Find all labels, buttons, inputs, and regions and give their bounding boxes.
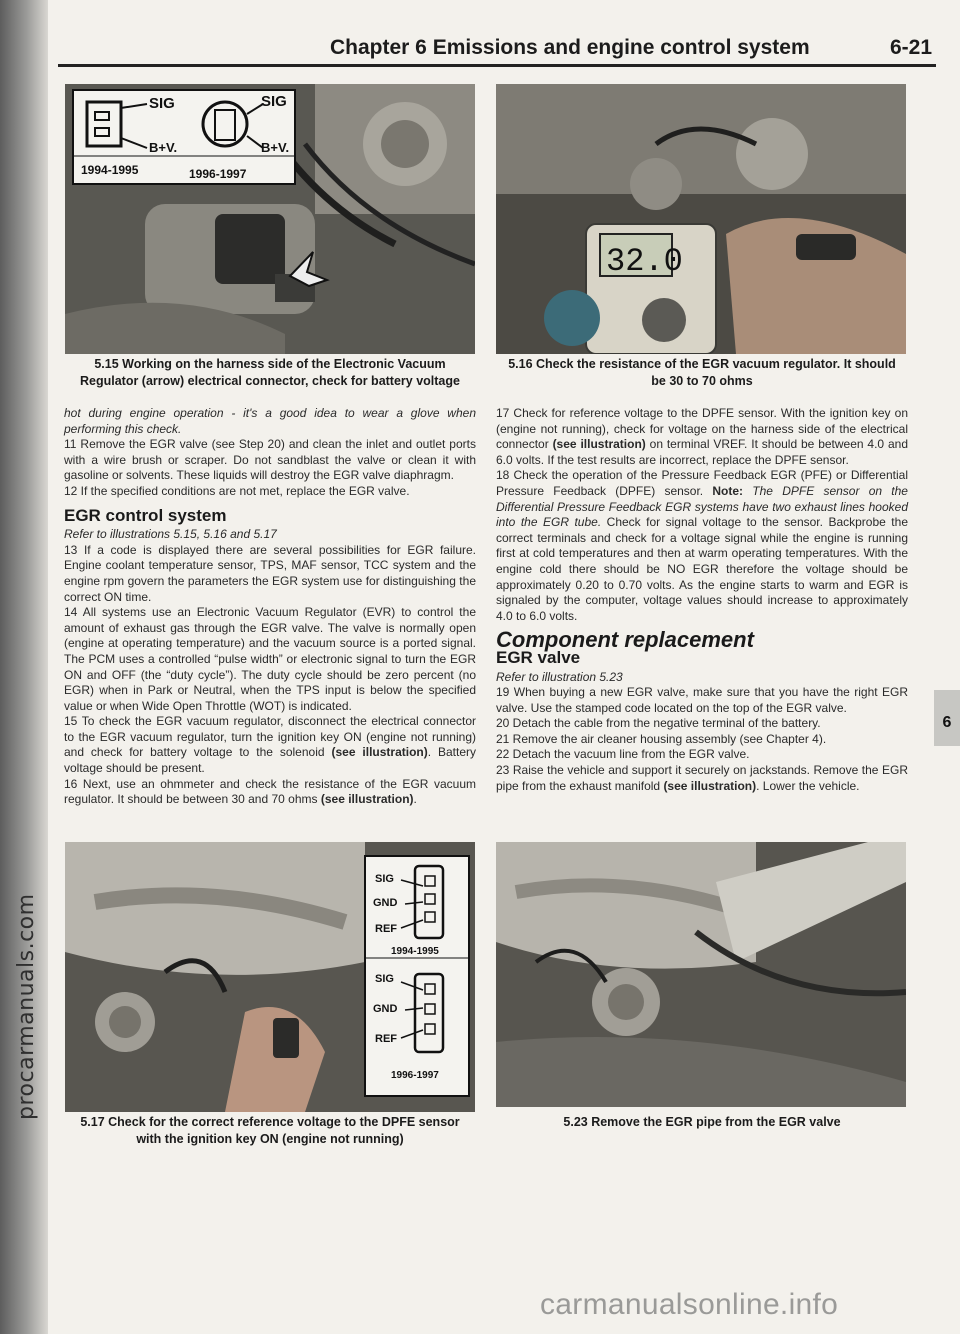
subsection-heading-egr-valve: EGR valve xyxy=(496,647,581,667)
inset-label-gnd-2: GND xyxy=(373,1003,398,1015)
inset-label-year-1: 1994-1995 xyxy=(391,946,439,957)
inset-label-bv-b: B+V. xyxy=(261,140,290,155)
caption-line: 5.17 Check for the correct reference voltage to the DPFE sensor xyxy=(80,1115,460,1129)
side-watermark: procarmanuals.com xyxy=(14,893,39,1120)
header-rule xyxy=(58,64,936,67)
figure-5-23-caption: 5.23 Remove the EGR pipe from the EGR valve xyxy=(563,1115,841,1129)
figure-5-16-caption xyxy=(490,356,914,390)
meter-reading: 32.0 xyxy=(606,243,683,280)
caption-line: 5.15 Working on the harness side of the Electronic Vacuum xyxy=(94,357,446,371)
inset-label-ref-2: REF xyxy=(375,1033,397,1045)
inset-label-ref-1: REF xyxy=(375,923,397,935)
text-run: . Battery voltage should be present. xyxy=(64,745,476,776)
text-run: 18 Check the operation of the Pressure Feedback EGR (PFE) or Differential Pressure Feedback (DPFE) sensor. xyxy=(496,468,908,498)
text-run: . Lower the vehicle. xyxy=(756,778,860,793)
bottom-watermark: carmanualsonline.info xyxy=(540,1288,839,1321)
paragraph-17 xyxy=(496,406,908,468)
paragraph-11: 11 Remove the EGR valve (see Step 20) and clean the inlet and outlet ports with a wire brush or scraper. Do not sandblast the valve or clean it with gasoline or solvents. These liquids will destroy the EGR valve diaphragm. xyxy=(64,437,476,483)
inset-label-sig-2: SIG xyxy=(375,973,394,985)
note-text: The DPFE sensor on the Differential Pressure Feedback EGR systems have two exhaust lines hooked into the EGR tube. xyxy=(496,483,908,530)
paragraph-16 xyxy=(64,777,476,808)
inset-label-bv-a: B+V. xyxy=(149,140,178,155)
figure-5-17-caption xyxy=(60,1114,480,1148)
illustration-ref: (see illustration) xyxy=(663,778,757,793)
paragraph-22: 22 Detach the vacuum line from the EGR valve. xyxy=(496,747,750,762)
inset-label-year-b: 1996-1997 xyxy=(189,167,247,181)
paragraph-15 xyxy=(64,714,476,776)
inset-label-year-2: 1996-1997 xyxy=(391,1070,439,1081)
figure-5-17-photo xyxy=(65,842,475,1112)
text-run: 17 Check for reference voltage to the DPFE sensor. With the ignition key on (engine not running), check for voltage on the harness side of the electrical connector xyxy=(496,406,908,452)
text-run: Check for signal voltage to the sensor. Backprobe the correct terminals and check for a voltage signal while the engine is running first at cold temperatures and then at warm operating temperatures. With the engine cold there should be NO EGR therefore the voltage should be approximately 0.20 to 0.70 volts. As the engine starts to warm and EGR is signaled by the computer, voltage values should increase to approximately 4.0 to 6.0 volts. xyxy=(496,515,908,623)
illustration-ref: (see illustration) xyxy=(320,792,414,807)
inset-label-sig-1: SIG xyxy=(375,873,394,885)
paragraph-18 xyxy=(496,468,908,624)
text-run: on terminal VREF. It should be between 4.0 and 6.0 volts. If the test results are incorrect, replace the DPFE sensor. xyxy=(496,437,908,467)
figure-5-15-caption xyxy=(60,356,480,390)
figure-5-16-photo xyxy=(496,84,906,354)
text-run: 16 Next, use an ohmmeter and check the resistance of the EGR vacuum regulator. It should be between 30 and 70 ohms xyxy=(64,776,476,807)
illustration-ref: (see illustration) xyxy=(552,437,646,452)
left-text-column xyxy=(64,406,476,808)
page-number: 6-21 xyxy=(889,36,932,59)
refer-note: Refer to illustrations 5.15, 5.16 and 5.17 xyxy=(64,527,277,542)
text-run: 23 Raise the vehicle and support it securely on jackstands. Remove the EGR pipe from the exhaust manifold xyxy=(496,763,908,793)
refer-note: Refer to illustration 5.23 xyxy=(496,669,623,684)
inset-label-year-a: 1994-1995 xyxy=(81,163,139,177)
figure-5-23-photo xyxy=(496,842,906,1107)
paragraph-21: 21 Remove the air cleaner housing assembly (see Chapter 4). xyxy=(496,731,827,746)
right-text-column xyxy=(496,406,908,794)
paragraph-20: 20 Detach the cable from the negative terminal of the battery. xyxy=(496,716,821,731)
caption-line: 5.16 Check the resistance of the EGR vacuum regulator. It should xyxy=(508,357,896,371)
paragraph-intro: hot during engine operation - it's a good idea to wear a glove when performing this check. xyxy=(64,406,476,436)
section-heading-egr-control: EGR control system xyxy=(64,505,227,525)
inset-label-sig-a: SIG xyxy=(149,95,175,112)
chapter-tab-label: 6 xyxy=(942,714,952,731)
inset-label-gnd-1: GND xyxy=(373,897,398,909)
chapter-title: Chapter 6 Emissions and engine control system xyxy=(330,36,810,59)
illustration-ref: (see illustration) xyxy=(331,745,428,760)
text-run: . xyxy=(413,792,417,807)
note-label: Note: xyxy=(712,483,744,498)
manual-page xyxy=(52,0,960,1334)
caption-line: with the ignition key ON (engine not running) xyxy=(136,1132,404,1146)
chapter-thumb-tab xyxy=(934,690,960,746)
text-run: 15 To check the EGR vacuum regulator, disconnect the electrical connector to the EGR vacuum regulator, turn the ignition key ON (engine not running) and check for battery voltage to the solenoid xyxy=(64,714,476,760)
section-heading-component-replacement: Component replacement xyxy=(496,627,754,653)
page-binding-shadow xyxy=(0,0,48,1334)
page-header xyxy=(252,30,932,66)
caption-line: be 30 to 70 ohms xyxy=(651,374,753,388)
paragraph-19: 19 When buying a new EGR valve, make sure that you have the right EGR valve. Use the stamped code located on the top of the EGR valve. xyxy=(496,685,908,715)
caption-line: Regulator (arrow) electrical connector, check for battery voltage xyxy=(80,374,460,388)
figure-5-15-photo xyxy=(65,84,475,354)
paragraph-13: 13 If a code is displayed there are several possibilities for EGR failure. Engine coolant temperature sensor, TPS, MAF sensor, TCC system and the engine rpm govern the parameters the EGR system use for distinguishing the correct ON time. xyxy=(64,542,476,604)
paragraph-12: 12 If the specified conditions are not met, replace the EGR valve. xyxy=(64,483,410,498)
inset-label-sig-b: SIG xyxy=(261,93,287,110)
paragraph-14: 14 All systems use an Electronic Vacuum Regulator (EVR) to control the amount of exhaust gas through the EGR valve. The valve is normally open (engine at operating temperature) and the vacuum source is a ported signal. The PCM uses a controlled “pulse width” or electronic signal to turn the EGR ON and OFF (the “duty cycle”). The duty cycle should be zero percent (no EGR) when in Park or Neutral, when the TPS input is below the specified value or when Wide Open Throttle (WOT) is indicated. xyxy=(64,605,476,713)
paragraph-23 xyxy=(496,763,908,794)
